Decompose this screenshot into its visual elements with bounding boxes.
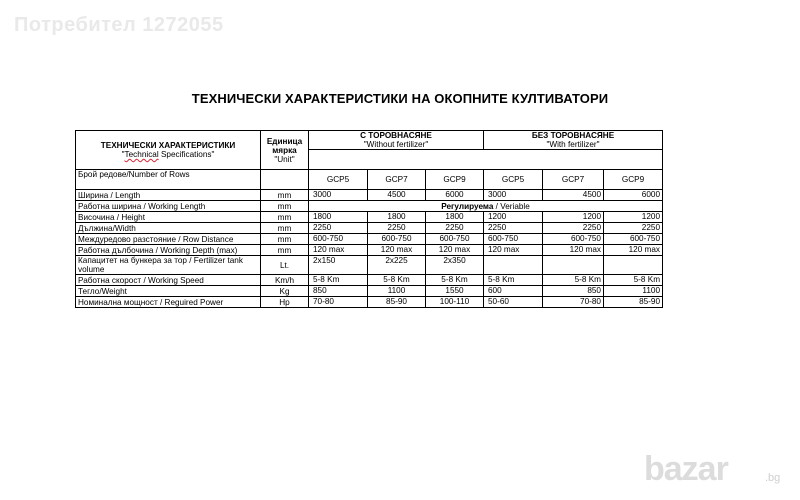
value-cell: 2250 <box>543 223 604 234</box>
row-label: Работна дълбочина / Working Depth (max) <box>76 245 261 256</box>
bazar-watermark-logo: bazar <box>644 450 728 488</box>
table-row <box>76 223 727 234</box>
value-cell: 2250 <box>368 223 426 234</box>
value-cell: 600-750 <box>604 234 663 245</box>
table-row <box>76 201 727 212</box>
value-cell: 2250 <box>309 223 368 234</box>
table-row <box>76 297 727 308</box>
spec-header-cell <box>76 131 261 170</box>
value-cell: 100-110 <box>426 297 484 308</box>
row-unit: mm <box>261 201 309 212</box>
merged-value-cell: Регулируема / Veriable <box>309 201 663 212</box>
row-unit: mm <box>261 190 309 201</box>
value-cell: 600-750 <box>426 234 484 245</box>
value-cell: 1800 <box>368 212 426 223</box>
row-label: Дължина/Width <box>76 223 261 234</box>
value-cell: 120 max <box>368 245 426 256</box>
value-cell: 6000 <box>426 190 484 201</box>
row-label: Работна ширина / Working Length <box>76 201 261 212</box>
group-with-fert-header: С ТОРОВНАСЯНЕ "Without fertilizer" <box>309 131 484 150</box>
row-unit: mm <box>261 223 309 234</box>
document-title: ТЕХНИЧЕСКИ ХАРАКТЕРИСТИКИ НА ОКОПНИТЕ КУЛТИВАТОРИ <box>191 91 609 106</box>
table-row <box>76 275 727 286</box>
table-row <box>76 256 727 275</box>
value-cell: 600 <box>484 286 543 297</box>
value-cell: 70-80 <box>543 297 604 308</box>
value-cell: 120 max <box>484 245 543 256</box>
table-row <box>76 234 727 245</box>
row-label: Капацитет на бункера за тор / Fertilizer tank volume <box>76 256 261 275</box>
value-cell: 120 max <box>604 245 663 256</box>
value-cell: 85-90 <box>368 297 426 308</box>
model-header-cell: GCP7 <box>543 170 604 190</box>
value-cell: 6000 <box>604 190 663 201</box>
value-cell: 1800 <box>309 212 368 223</box>
value-cell: 3000 <box>309 190 368 201</box>
value-cell: 1200 <box>543 212 604 223</box>
value-cell: 4500 <box>543 190 604 201</box>
value-cell: 5-8 Km <box>426 275 484 286</box>
value-cell: 5-8 Km <box>309 275 368 286</box>
model-header-cell: GCP5 <box>484 170 543 190</box>
table-row <box>76 245 727 256</box>
spec-header-en: "Technical Specifications" <box>121 150 215 159</box>
row-label: Междуредово разстояние / Row Distance <box>76 234 261 245</box>
model-header-cell: GCP9 <box>604 170 663 190</box>
specifications-table <box>75 130 727 308</box>
spec-header-bg: ТЕХНИЧЕСКИ ХАРАКТЕРИСТИКИ <box>100 141 236 150</box>
value-cell: 1550 <box>426 286 484 297</box>
row-label: Тегло/Weight <box>76 286 261 297</box>
value-cell: 5-8 Km <box>368 275 426 286</box>
group-without-fert-header: БЕЗ ТОРОВНАСЯНЕ "With fertilizer" <box>484 131 663 150</box>
value-cell: 1800 <box>426 212 484 223</box>
value-cell: 850 <box>309 286 368 297</box>
value-cell: 1200 <box>604 212 663 223</box>
model-header-cell: GCP5 <box>309 170 368 190</box>
row-unit: Km/h <box>261 275 309 286</box>
row-label: Ширина / Length <box>76 190 261 201</box>
table-row <box>76 212 727 223</box>
value-cell: 5-8 Km <box>484 275 543 286</box>
row-unit: Lt. <box>261 256 309 275</box>
bazar-watermark-tld: .bg <box>765 472 781 484</box>
value-cell: 1100 <box>368 286 426 297</box>
value-cell: 600-750 <box>368 234 426 245</box>
value-cell: 5-8 Km <box>604 275 663 286</box>
value-cell: 2250 <box>484 223 543 234</box>
value-cell: 600-750 <box>484 234 543 245</box>
row-label: Брой редове/Number of Rows <box>76 170 261 190</box>
table-body <box>76 170 727 308</box>
value-cell: 120 max <box>426 245 484 256</box>
value-cell <box>604 256 663 275</box>
row-label: Работна скорост / Working Speed <box>76 275 261 286</box>
value-cell: 50-60 <box>484 297 543 308</box>
value-cell: 850 <box>543 286 604 297</box>
table-row <box>76 190 727 201</box>
model-header-cell: GCP9 <box>426 170 484 190</box>
value-cell: 85-90 <box>604 297 663 308</box>
value-cell: 2x350 <box>426 256 484 275</box>
row-unit: mm <box>261 245 309 256</box>
value-cell: 2250 <box>604 223 663 234</box>
value-cell: 2250 <box>426 223 484 234</box>
value-cell: 4500 <box>368 190 426 201</box>
value-cell: 600-750 <box>309 234 368 245</box>
row-label: Номинална мощност / Reguired Power <box>76 297 261 308</box>
value-cell: 2x225 <box>368 256 426 275</box>
value-cell: 5-8 Km <box>543 275 604 286</box>
value-cell: 1100 <box>604 286 663 297</box>
value-cell: 120 max <box>309 245 368 256</box>
model-header-cell: GCP7 <box>368 170 426 190</box>
row-unit: Kg <box>261 286 309 297</box>
table-header-row-top <box>76 131 727 150</box>
value-cell: 2x150 <box>309 256 368 275</box>
table-row <box>76 286 727 297</box>
value-cell: 3000 <box>484 190 543 201</box>
value-cell: 1200 <box>484 212 543 223</box>
value-cell <box>543 256 604 275</box>
value-cell <box>484 256 543 275</box>
value-cell: 70-80 <box>309 297 368 308</box>
value-cell: 120 max <box>543 245 604 256</box>
row-unit: Hp <box>261 297 309 308</box>
value-cell: 600-750 <box>543 234 604 245</box>
row-label: Височина / Height <box>76 212 261 223</box>
row-unit: mm <box>261 234 309 245</box>
row-unit: mm <box>261 212 309 223</box>
table-row-models <box>76 170 727 190</box>
unit-header-cell: Единица мярка "Unit" <box>261 131 309 170</box>
watermark-username: Потребител 1272055 <box>14 14 224 36</box>
